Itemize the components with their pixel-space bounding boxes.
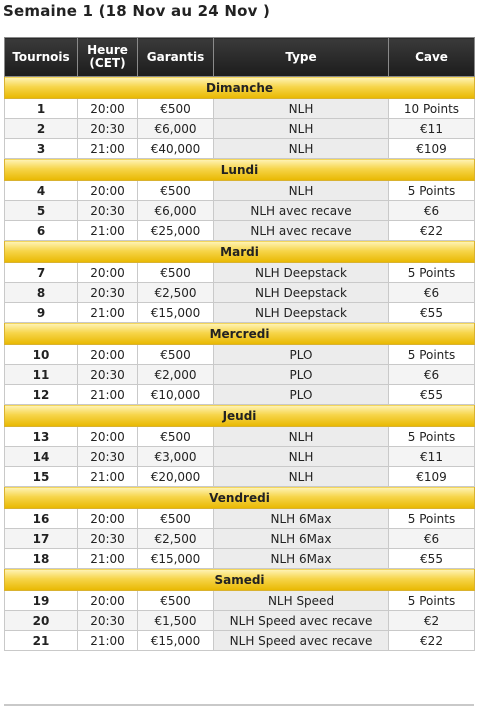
guarantee-amount: €3,000 <box>138 447 214 467</box>
table-row <box>5 119 475 139</box>
day-header-row <box>5 241 475 263</box>
start-time: 21:00 <box>78 139 138 159</box>
table-row <box>5 631 475 651</box>
col-header-heure <box>78 38 138 77</box>
game-type: NLH Speed avec recave <box>214 611 389 631</box>
buy-in: €109 <box>389 467 475 487</box>
col-header-type: Type <box>214 38 389 77</box>
buy-in: €55 <box>389 549 475 569</box>
buy-in: 5 Points <box>389 181 475 201</box>
header-row <box>5 38 475 77</box>
table-row <box>5 303 475 323</box>
game-type: NLH avec recave <box>214 221 389 241</box>
guarantee-amount: €500 <box>138 591 214 611</box>
tournament-number: 3 <box>5 139 78 159</box>
tournament-number: 2 <box>5 119 78 139</box>
guarantee-amount: €25,000 <box>138 221 214 241</box>
tournament-number: 10 <box>5 345 78 365</box>
buy-in: €22 <box>389 221 475 241</box>
start-time: 20:30 <box>78 447 138 467</box>
guarantee-amount: €500 <box>138 99 214 119</box>
day-name: Vendredi <box>5 487 475 509</box>
page-title: Semaine 1 (18 Nov au 24 Nov ) <box>3 2 271 20</box>
tournament-number: 19 <box>5 591 78 611</box>
table-row <box>5 263 475 283</box>
start-time: 20:30 <box>78 529 138 549</box>
tournament-number: 7 <box>5 263 78 283</box>
day-header-row <box>5 569 475 591</box>
tournament-number: 18 <box>5 549 78 569</box>
day-name: Dimanche <box>5 77 475 99</box>
table-row <box>5 139 475 159</box>
buy-in: €55 <box>389 303 475 323</box>
start-time: 20:30 <box>78 283 138 303</box>
col-header-heure-line1: Heure <box>87 43 128 57</box>
start-time: 20:00 <box>78 591 138 611</box>
tournament-number: 14 <box>5 447 78 467</box>
tournament-number: 15 <box>5 467 78 487</box>
tournament-number: 17 <box>5 529 78 549</box>
buy-in: 5 Points <box>389 509 475 529</box>
buy-in: 5 Points <box>389 345 475 365</box>
tournament-number: 12 <box>5 385 78 405</box>
table-row <box>5 529 475 549</box>
buy-in: €2 <box>389 611 475 631</box>
game-type: NLH avec recave <box>214 201 389 221</box>
tournament-number: 11 <box>5 365 78 385</box>
schedule-body <box>5 77 475 651</box>
col-header-heure-line2: (CET) <box>89 56 126 70</box>
tournament-number: 8 <box>5 283 78 303</box>
start-time: 21:00 <box>78 631 138 651</box>
buy-in: €6 <box>389 365 475 385</box>
guarantee-amount: €500 <box>138 509 214 529</box>
tournament-number: 9 <box>5 303 78 323</box>
table-row <box>5 181 475 201</box>
tournament-number: 16 <box>5 509 78 529</box>
buy-in: 5 Points <box>389 427 475 447</box>
day-header-row <box>5 405 475 427</box>
start-time: 21:00 <box>78 303 138 323</box>
game-type: NLH Speed avec recave <box>214 631 389 651</box>
buy-in: 5 Points <box>389 591 475 611</box>
start-time: 20:30 <box>78 365 138 385</box>
col-header-cave: Cave <box>389 38 475 77</box>
start-time: 20:30 <box>78 611 138 631</box>
game-type: NLH 6Max <box>214 509 389 529</box>
guarantee-amount: €500 <box>138 181 214 201</box>
table-bottom-border <box>4 704 474 706</box>
game-type: NLH Deepstack <box>214 283 389 303</box>
schedule-table <box>4 37 475 651</box>
game-type: NLH Deepstack <box>214 303 389 323</box>
day-name: Mardi <box>5 241 475 263</box>
buy-in: 5 Points <box>389 263 475 283</box>
table-row <box>5 99 475 119</box>
guarantee-amount: €15,000 <box>138 549 214 569</box>
table-row <box>5 221 475 241</box>
guarantee-amount: €10,000 <box>138 385 214 405</box>
buy-in: €11 <box>389 119 475 139</box>
start-time: 20:00 <box>78 345 138 365</box>
game-type: NLH <box>214 119 389 139</box>
game-type: NLH <box>214 181 389 201</box>
table-row <box>5 283 475 303</box>
day-header-row <box>5 159 475 181</box>
day-name: Lundi <box>5 159 475 181</box>
table-row <box>5 549 475 569</box>
guarantee-amount: €2,500 <box>138 283 214 303</box>
buy-in: €109 <box>389 139 475 159</box>
start-time: 21:00 <box>78 549 138 569</box>
guarantee-amount: €500 <box>138 263 214 283</box>
guarantee-amount: €1,500 <box>138 611 214 631</box>
guarantee-amount: €2,000 <box>138 365 214 385</box>
day-header-row <box>5 323 475 345</box>
buy-in: €6 <box>389 529 475 549</box>
day-name: Samedi <box>5 569 475 591</box>
guarantee-amount: €500 <box>138 345 214 365</box>
table-row <box>5 427 475 447</box>
table-row <box>5 365 475 385</box>
start-time: 21:00 <box>78 467 138 487</box>
tournament-number: 5 <box>5 201 78 221</box>
day-name: Mercredi <box>5 323 475 345</box>
game-type: NLH <box>214 99 389 119</box>
start-time: 20:00 <box>78 99 138 119</box>
start-time: 20:00 <box>78 263 138 283</box>
table-row <box>5 509 475 529</box>
game-type: NLH <box>214 467 389 487</box>
game-type: NLH <box>214 139 389 159</box>
game-type: NLH <box>214 447 389 467</box>
buy-in: €22 <box>389 631 475 651</box>
col-header-garantis: Garantis <box>138 38 214 77</box>
guarantee-amount: €6,000 <box>138 119 214 139</box>
start-time: 20:00 <box>78 181 138 201</box>
game-type: PLO <box>214 345 389 365</box>
tournament-number: 21 <box>5 631 78 651</box>
game-type: NLH 6Max <box>214 549 389 569</box>
tournament-number: 20 <box>5 611 78 631</box>
tournament-number: 6 <box>5 221 78 241</box>
guarantee-amount: €20,000 <box>138 467 214 487</box>
tournament-number: 4 <box>5 181 78 201</box>
game-type: PLO <box>214 385 389 405</box>
table-row <box>5 467 475 487</box>
buy-in: €6 <box>389 283 475 303</box>
start-time: 20:00 <box>78 509 138 529</box>
guarantee-amount: €15,000 <box>138 631 214 651</box>
game-type: NLH Deepstack <box>214 263 389 283</box>
guarantee-amount: €15,000 <box>138 303 214 323</box>
guarantee-amount: €2,500 <box>138 529 214 549</box>
table-row <box>5 611 475 631</box>
buy-in: 10 Points <box>389 99 475 119</box>
start-time: 20:30 <box>78 201 138 221</box>
start-time: 20:00 <box>78 427 138 447</box>
table-row <box>5 201 475 221</box>
start-time: 21:00 <box>78 385 138 405</box>
guarantee-amount: €500 <box>138 427 214 447</box>
table-row <box>5 345 475 365</box>
table-row <box>5 591 475 611</box>
game-type: NLH 6Max <box>214 529 389 549</box>
start-time: 20:30 <box>78 119 138 139</box>
game-type: NLH Speed <box>214 591 389 611</box>
table-row <box>5 447 475 467</box>
game-type: NLH <box>214 427 389 447</box>
tournament-number: 13 <box>5 427 78 447</box>
col-header-tournois: Tournois <box>5 38 78 77</box>
tournament-number: 1 <box>5 99 78 119</box>
buy-in: €6 <box>389 201 475 221</box>
game-type: PLO <box>214 365 389 385</box>
table-row <box>5 385 475 405</box>
day-header-row <box>5 487 475 509</box>
guarantee-amount: €6,000 <box>138 201 214 221</box>
guarantee-amount: €40,000 <box>138 139 214 159</box>
day-name: Jeudi <box>5 405 475 427</box>
buy-in: €55 <box>389 385 475 405</box>
buy-in: €11 <box>389 447 475 467</box>
start-time: 21:00 <box>78 221 138 241</box>
day-header-row <box>5 77 475 99</box>
